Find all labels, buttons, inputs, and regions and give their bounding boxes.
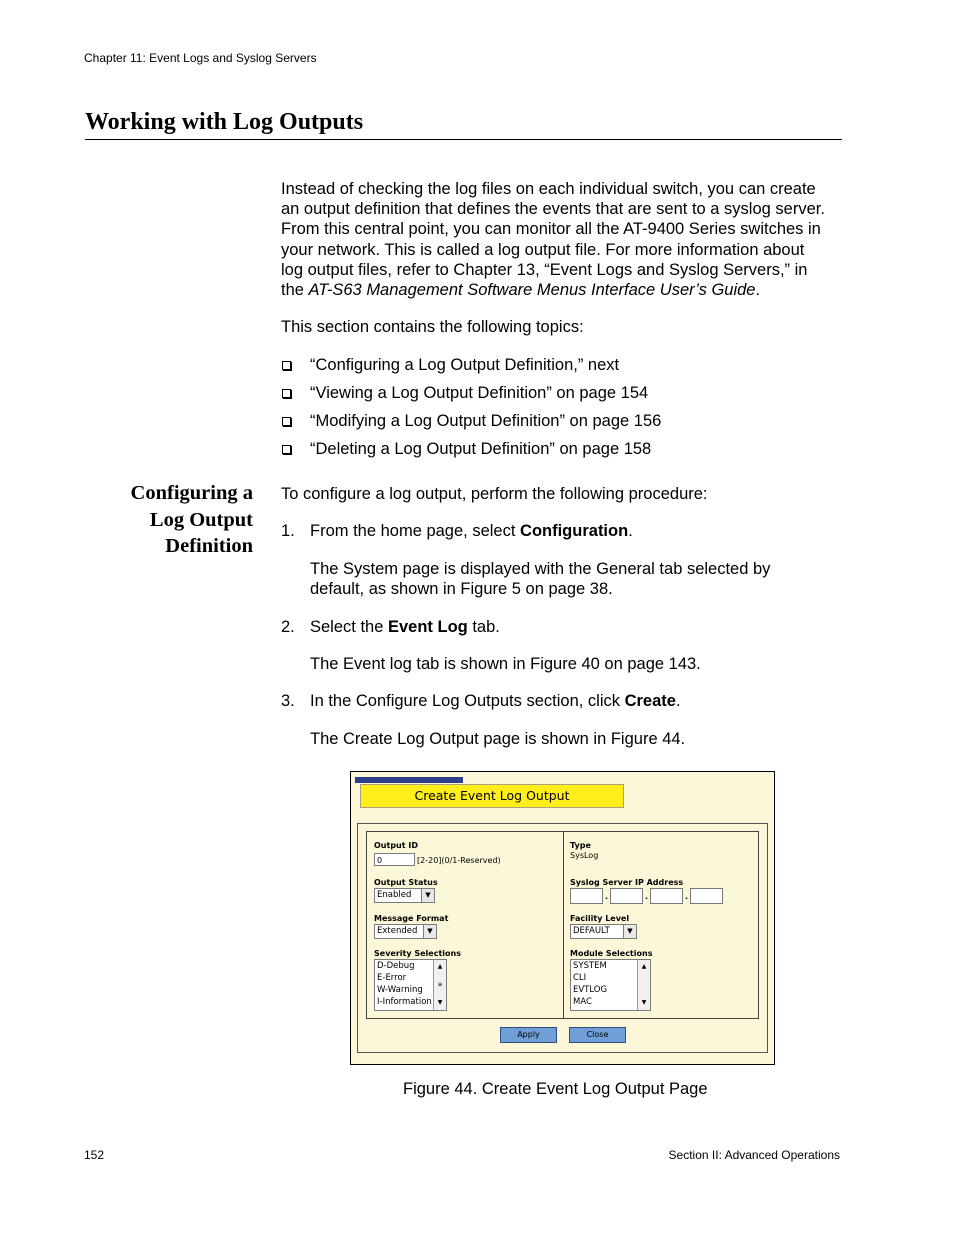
subsection-line: Log Output (149, 508, 253, 531)
step-text: Select the (310, 618, 388, 636)
checkbox-bullet-icon (282, 361, 291, 370)
running-head: Chapter 11: Event Logs and Syslog Servers (84, 51, 317, 65)
ip-dot: . (685, 892, 689, 901)
intro-text: . (755, 281, 761, 300)
output-status-label: Output Status (374, 878, 438, 887)
scrollbar[interactable] (433, 960, 446, 1010)
facility-level-label: Facility Level (570, 914, 630, 923)
scroll-thumb-icon[interactable]: ≡ (437, 981, 443, 988)
intro-text: the (281, 281, 309, 300)
step-keyword: Create (624, 692, 676, 710)
list-item[interactable]: SYSTEM (573, 961, 607, 971)
note-line: default, as shown in Figure 5 on page 38. (310, 580, 613, 599)
step-3 (281, 691, 681, 711)
severity-selections-label: Severity Selections (374, 949, 461, 958)
step-number: 1. (281, 522, 295, 540)
ip-octet-3-input[interactable] (650, 888, 683, 904)
output-id-input[interactable]: 0 (374, 853, 415, 866)
ip-dot: . (605, 892, 609, 901)
step-3-note: The Create Log Output page is shown in Figure 44. (310, 730, 686, 748)
step-1 (281, 521, 633, 541)
intro-line (281, 280, 843, 300)
intro-line: your network. This is called a log output file. For more information about (281, 240, 805, 259)
topics-lead: This section contains the following topics: (281, 318, 584, 336)
figure-caption: Figure 44. Create Event Log Output Page (403, 1080, 708, 1098)
output-status-select[interactable] (374, 888, 435, 903)
topic-text: “Viewing a Log Output Definition” on page 154 (310, 384, 649, 402)
topic-text: “Deleting a Log Output Definition” on page 158 (310, 440, 652, 458)
figure-create-event-log-output (350, 771, 775, 1065)
step-text: In the Configure Log Outputs section, click (310, 692, 625, 710)
tab-accent-bar (355, 777, 463, 783)
list-item[interactable]: I-Information (377, 997, 432, 1007)
facility-level-select[interactable] (570, 924, 637, 939)
intro-line: From this central point, you can monitor all the AT-9400 Series switches in (281, 220, 821, 239)
topic-text: “Configuring a Log Output Definition,” next (310, 356, 620, 374)
message-format-value: Extended (377, 926, 418, 936)
scrollbar[interactable] (637, 960, 650, 1010)
ip-dot: . (645, 892, 649, 901)
apply-button[interactable]: Apply (500, 1027, 557, 1043)
step-number: 2. (281, 618, 295, 636)
intro-line: an output definition that defines the events that are sent to a syslog server. (281, 200, 825, 219)
ip-octet-1-input[interactable] (570, 888, 603, 904)
step-keyword: Event Log (387, 618, 468, 636)
ip-octet-4-input[interactable] (690, 888, 723, 904)
chevron-down-icon[interactable]: ▼ (421, 889, 434, 902)
message-format-label: Message Format (374, 914, 449, 923)
form-fields-box (366, 831, 759, 1019)
list-item[interactable]: D-Debug (377, 961, 415, 971)
output-status-value: Enabled (377, 890, 412, 900)
step-2 (281, 617, 500, 637)
chevron-down-icon[interactable]: ▼ (641, 999, 647, 1006)
subsection-heading (100, 480, 253, 560)
step-1-note (310, 559, 830, 599)
note-line: The System page is displayed with the General tab selected by (310, 560, 771, 578)
output-id-label: Output ID (374, 841, 418, 850)
list-item[interactable]: EVTLOG (573, 985, 608, 995)
footer-section: Section II: Advanced Operations (668, 1148, 840, 1162)
module-selections-label: Module Selections (570, 949, 653, 958)
chevron-down-icon[interactable]: ▼ (437, 999, 443, 1006)
topic-item (281, 354, 661, 382)
message-format-select[interactable] (374, 924, 437, 939)
list-item[interactable]: E-Error (377, 973, 407, 983)
type-label: Type (570, 841, 591, 850)
close-button[interactable]: Close (569, 1027, 626, 1043)
topic-item (281, 438, 661, 466)
intro-line: Instead of checking the log files on each individual switch, you can create (281, 180, 816, 198)
intro-line: log output files, refer to Chapter 13, “Event Logs and Syslog Servers,” in (281, 260, 808, 279)
severity-selections-list[interactable] (374, 959, 447, 1011)
subsection-line: Definition (165, 535, 253, 557)
chevron-down-icon[interactable]: ▼ (623, 925, 636, 938)
step-keyword: Configuration (520, 522, 629, 540)
checkbox-bullet-icon (282, 389, 291, 398)
column-divider (563, 832, 564, 1018)
topic-item (281, 382, 661, 410)
step-2-note: The Event log tab is shown in Figure 40 on page 143. (310, 655, 701, 673)
facility-level-value: DEFAULT (573, 926, 610, 936)
step-text: tab. (467, 618, 500, 636)
section-title: Working with Log Outputs (85, 107, 842, 140)
chevron-down-icon[interactable]: ▼ (423, 925, 436, 938)
intro-paragraph (281, 179, 843, 300)
procedure-lead: To configure a log output, perform the following procedure: (281, 485, 708, 503)
step-text: From the home page, select (310, 522, 521, 540)
subsection-line: Configuring a (130, 482, 253, 504)
topic-list (281, 354, 661, 466)
topic-text: “Modifying a Log Output Definition” on page 156 (310, 412, 662, 430)
list-item[interactable]: MAC (573, 997, 592, 1007)
form-panel (357, 823, 768, 1053)
syslog-ip-label: Syslog Server IP Address (570, 878, 684, 887)
guide-title: AT-S63 Management Software Menus Interface User’s Guide (308, 281, 756, 300)
list-item[interactable]: CLI (573, 973, 587, 983)
list-item[interactable]: W-Warning (377, 985, 423, 995)
step-text: . (628, 522, 633, 540)
type-value: SysLog (570, 851, 599, 860)
step-text: . (675, 692, 681, 710)
ip-octet-2-input[interactable] (610, 888, 643, 904)
tab-create-event-log-output[interactable]: Create Event Log Output (360, 784, 624, 808)
chevron-up-icon[interactable]: ▲ (437, 963, 443, 970)
checkbox-bullet-icon (282, 417, 291, 426)
output-id-hint: [2-20](0/1-Reserved) (417, 856, 501, 865)
step-number: 3. (281, 692, 295, 710)
topic-item (281, 410, 661, 438)
chevron-up-icon[interactable]: ▲ (641, 963, 647, 970)
checkbox-bullet-icon (282, 445, 291, 454)
page-number: 152 (84, 1148, 105, 1162)
module-selections-list[interactable] (570, 959, 651, 1011)
